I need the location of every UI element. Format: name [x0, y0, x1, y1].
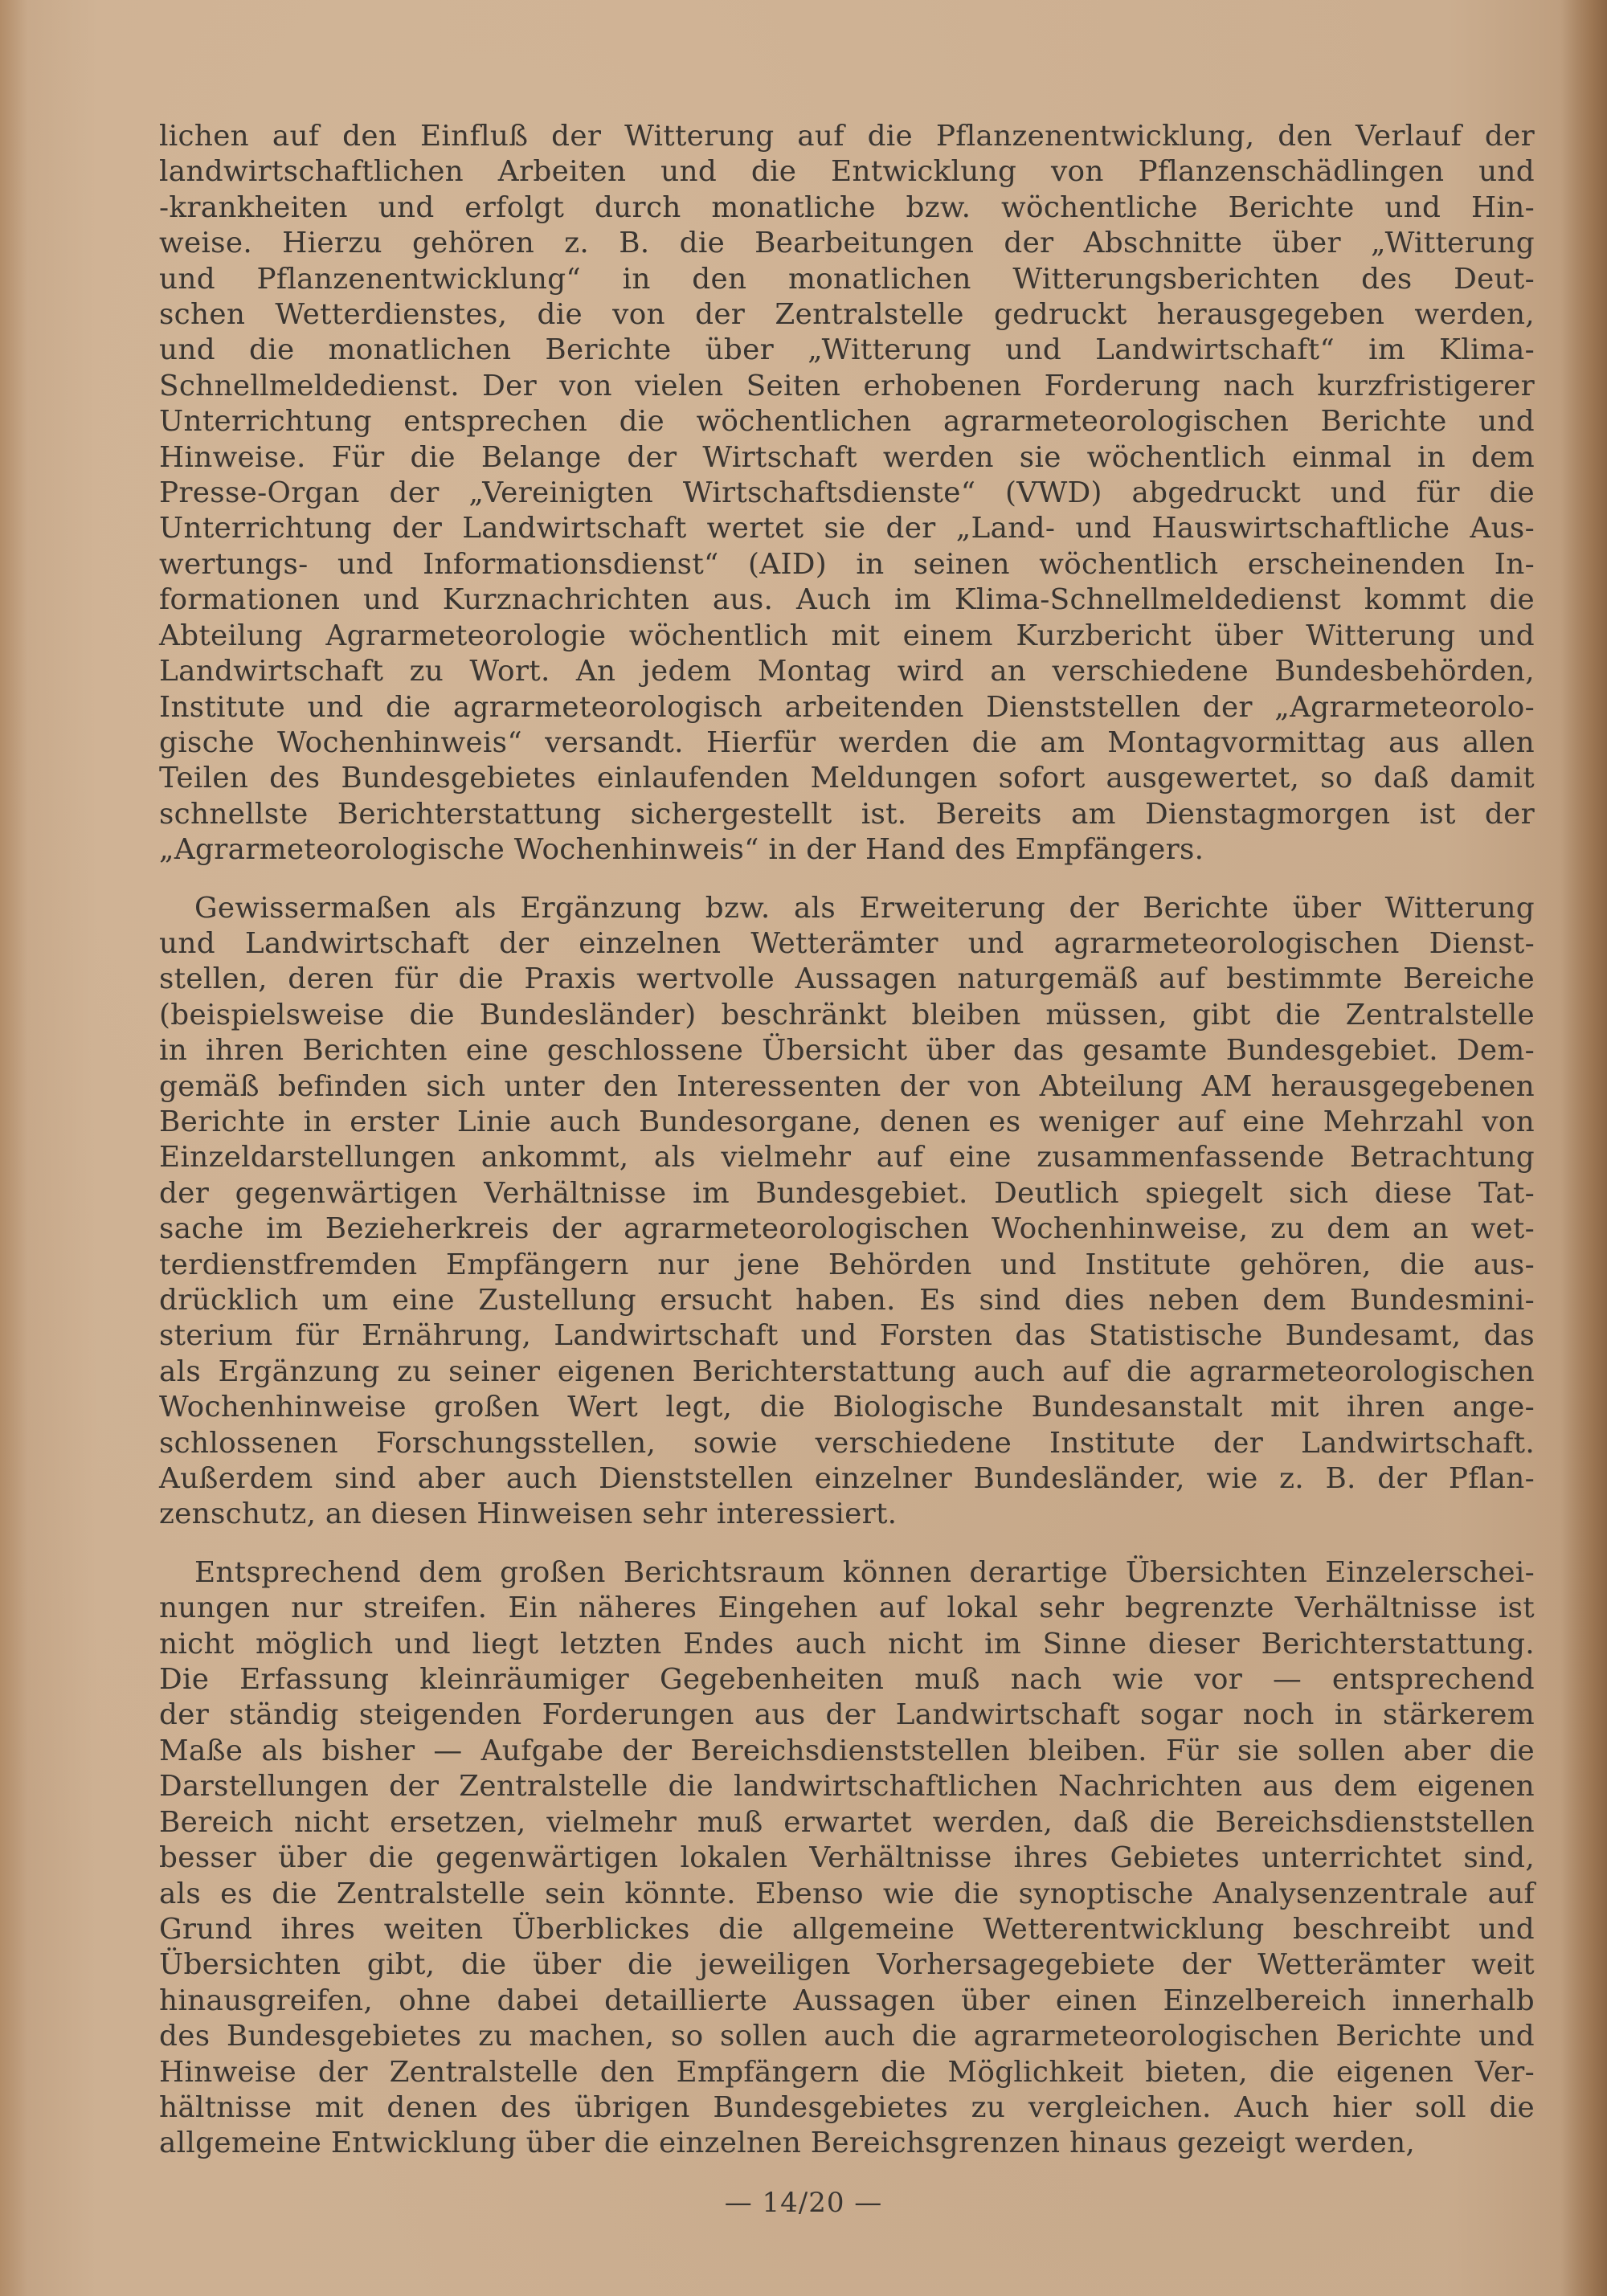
- text-line: Unterrichtung entsprechen die wöchentlichen agrarmeteorologischen Berichte und: [159, 405, 1535, 439]
- text-line: schen Wetterdienstes, die von der Zentralstelle gedruckt herausgegeben werden,: [159, 298, 1535, 332]
- text-line: Bereich nicht ersetzen, vielmehr muß erwartet werden, daß die Bereichsdienststellen: [159, 1805, 1535, 1839]
- text-line: formationen und Kurznachrichten aus. Auch im Klima-Schnellmeldedienst kommt die: [159, 583, 1535, 617]
- text-line: Maße als bisher — Aufgabe der Bereichsdienststellen bleiben. Für sie sollen aber die: [159, 1734, 1535, 1767]
- text-line: terdienstfremden Empfängern nur jene Behörden und Institute gehören, die aus-: [159, 1248, 1535, 1281]
- text-line: Die Erfassung kleinräumiger Gegebenheiten muß nach wie vor — entsprechend: [159, 1663, 1535, 1697]
- page-edge-shadow-left: [0, 0, 27, 2296]
- text-line: als Ergänzung zu seiner eigenen Berichterstattung auch auf die agrarmeteorologischen: [159, 1354, 1535, 1388]
- text-line: Teilen des Bundesgebietes einlaufenden Meldungen sofort ausgewertet, so daß damit: [159, 762, 1535, 795]
- text-line: Berichte in erster Linie auch Bundesorgane, denen es weniger auf eine Mehrzahl von: [159, 1105, 1535, 1138]
- text-line: zenschutz, an diesen Hinweisen sehr interessiert.: [159, 1497, 898, 1531]
- paragraph-3: [159, 1555, 1535, 2162]
- text-line: gemäß befinden sich unter den Interessenten der von Abteilung AM herausgegebenen: [159, 1069, 1535, 1103]
- text-line: weise. Hierzu gehören z. B. die Bearbeitungen der Abschnitte über „Witterung: [159, 227, 1535, 260]
- text-line: landwirtschaftlichen Arbeiten und die Entwicklung von Pflanzenschädlingen und: [159, 155, 1535, 189]
- text-line: Darstellungen der Zentralstelle die landwirtschaftlichen Nachrichten aus dem eigenen: [159, 1770, 1535, 1804]
- text-line: Wochenhinweise großen Wert legt, die Biologische Bundesanstalt mit ihren ange-: [159, 1391, 1535, 1424]
- text-line: nungen nur streifen. Ein näheres Eingehen auf lokal sehr begrenzte Verhältnisse ist: [159, 1591, 1535, 1625]
- text-line: Übersichten gibt, die über die jeweiligen Vorhersagegebiete der Wetterämter weit: [159, 1948, 1535, 1982]
- text-line: allgemeine Entwicklung über die einzelnen Bereichsgrenzen hinaus gezeigt werden,: [159, 2126, 1416, 2160]
- text-line: des Bundesgebietes zu machen, so sollen auch die agrarmeteorologischen Berichte und: [159, 2020, 1535, 2053]
- text-line: -krankheiten und erfolgt durch monatliche bzw. wöchentliche Berichte und Hin-: [159, 190, 1535, 224]
- text-line: drücklich um eine Zustellung ersucht haben. Es sind dies neben dem Bundesmini-: [159, 1284, 1535, 1317]
- text-line: Hinweise. Für die Belange der Wirtschaft werden sie wöchentlich einmal in dem: [159, 440, 1535, 474]
- text-line: Schnellmeldedienst. Der von vielen Seiten erhobenen Forderung nach kurzfristigerer: [159, 369, 1535, 402]
- text-line: „Agrarmeteorologische Wochenhinweis“ in der Hand des Empfängers.: [159, 833, 1204, 867]
- text-line: hältnisse mit denen des übrigen Bundesgebietes zu vergleichen. Auch hier soll die: [159, 2090, 1535, 2124]
- text-line: Unterrichtung der Landwirtschaft wertet sie der „Land- und Hauswirtschaftliche Aus-: [159, 512, 1535, 545]
- text-line: sache im Bezieherkreis der agrarmeteorologischen Wochenhinweise, zu dem an wet-: [159, 1212, 1535, 1246]
- text-line: besser über die gegenwärtigen lokalen Verhältnisse ihres Gebietes unterrichtet sind,: [159, 1841, 1535, 1875]
- text-line: nicht möglich und liegt letzten Endes auch nicht im Sinne dieser Berichterstattung.: [159, 1627, 1535, 1661]
- text-line: lichen auf den Einfluß der Witterung auf die Pflanzenentwicklung, den Verlauf der: [159, 120, 1535, 153]
- text-line: gische Wochenhinweis“ versandt. Hierfür werden die am Montagvormittag aus allen: [159, 725, 1535, 759]
- text-line: Gewissermaßen als Ergänzung bzw. als Erweiterung der Berichte über Witterung: [194, 891, 1535, 925]
- text-line: Abteilung Agrarmeteorologie wöchentlich mit einem Kurzbericht über Witterung und: [159, 619, 1535, 652]
- text-line: Institute und die agrarmeteorologisch arbeitenden Dienststellen der „Agrarmeteorolo-: [159, 690, 1535, 724]
- text-line: und Landwirtschaft der einzelnen Wetterämter und agrarmeteorologischen Dienst-: [159, 926, 1535, 960]
- paragraph-1: [159, 119, 1535, 868]
- text-line: Entsprechend dem großen Berichtsraum können derartige Übersichten Einzelerschei-: [194, 1555, 1535, 1589]
- text-line: der ständig steigenden Forderungen aus der Landwirtschaft sogar noch in stärkerem: [159, 1698, 1535, 1732]
- text-line: Einzeldarstellungen ankommt, als vielmehr auf eine zusammenfassende Betrachtung: [159, 1141, 1535, 1175]
- text-line: als es die Zentralstelle sein könnte. Ebenso wie die synoptische Analysenzentrale auf: [159, 1877, 1535, 1910]
- text-line: der gegenwärtigen Verhältnisse im Bundesgebiet. Deutlich spiegelt sich diese Tat-: [159, 1176, 1535, 1210]
- text-line: und Pflanzenentwicklung“ in den monatlichen Witterungsberichten des Deut-: [159, 262, 1535, 296]
- text-line: (beispielsweise die Bundesländer) beschränkt bleiben müssen, gibt die Zentralstelle: [159, 998, 1535, 1032]
- text-line: sterium für Ernährung, Landwirtschaft und Forsten das Statistische Bundesamt, das: [159, 1319, 1535, 1353]
- text-line: Presse-Organ der „Vereinigten Wirtschaftsdienste“ (VWD) abgedruckt und für die: [159, 476, 1535, 510]
- document-body: [159, 119, 1535, 2162]
- text-line: Landwirtschaft zu Wort. An jedem Montag wird an verschiedene Bundesbehörden,: [159, 655, 1535, 688]
- text-line: stellen, deren für die Praxis wertvolle Aussagen naturgemäß auf bestimmte Bereiche: [159, 962, 1535, 996]
- text-line: Grund ihres weiten Überblickes die allgemeine Wetterentwicklung beschreibt und: [159, 1912, 1535, 1946]
- text-line: wertungs- und Informationsdienst“ (AID) in seinen wöchentlich erscheinenden In-: [159, 547, 1535, 581]
- text-line: und die monatlichen Berichte über „Witterung und Landwirtschaft“ im Klima-: [159, 333, 1535, 367]
- page-edge-shadow-right: [1560, 0, 1607, 2296]
- text-line: in ihren Berichten eine geschlossene Übersicht über das gesamte Bundesgebiet. Dem-: [159, 1034, 1535, 1068]
- paragraph-2: [159, 891, 1535, 1533]
- text-line: hinausgreifen, ohne dabei detaillierte Aussagen über einen Einzelbereich innerhalb: [159, 1983, 1535, 2017]
- text-line: schnellste Berichterstattung sichergestellt ist. Bereits am Dienstagmorgen ist der: [159, 797, 1535, 831]
- page-number: — 14/20 —: [724, 2187, 883, 2219]
- text-line: Hinweise der Zentralstelle den Empfängern die Möglichkeit bieten, die eigenen Ver-: [159, 2055, 1535, 2089]
- text-line: schlossenen Forschungsstellen, sowie verschiedene Institute der Landwirtschaft.: [159, 1426, 1535, 1460]
- text-line: Außerdem sind aber auch Dienststellen einzelner Bundesländer, wie z. B. der Pflan-: [159, 1462, 1535, 1496]
